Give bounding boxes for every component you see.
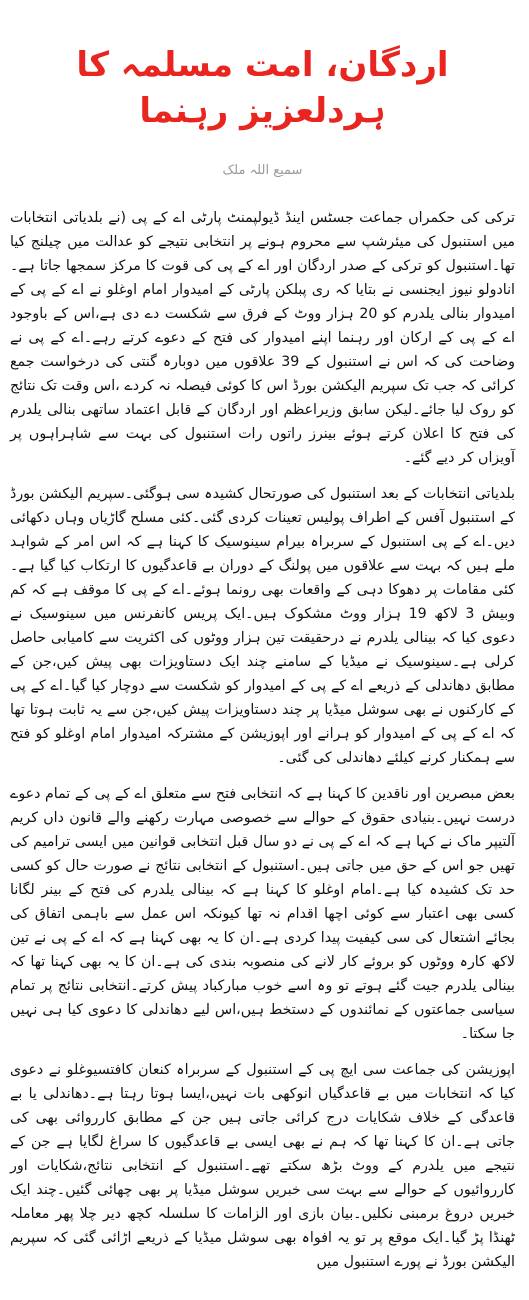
article-paragraph: بلدیاتی انتخابات کے بعد استنبول کی صورتحال کشیدہ سی ہوگئی۔سپریم الیکشن بورڈ کے استنبول آفس کے اطراف پولیس تعینات کردی گئی۔کئی مسلح گاڑیاں وہاں دکھائی دیں۔اے کے پی استنبول کے سربراہ بیرام سینوسیک کا کہنا ہے کہ اس امر کے شواہد ملے ہیں کہ بہت سے علاقوں میں پولنگ کے دوران بے قاعدگیوں کا ارتکاب کیا گیا ہے۔کئی مقامات پر دھوکا دہی کے واقعات بھی رونما ہوئے۔اے کے پی کا موقف ہے کہ کم وبیش 3 لاکھ 19 ہزار ووٹ مشکوک ہیں۔ایک پریس کانفرنس میں سینوسیک نے دعوی کیا کہ بینالی یلدرم نے درحقیقت تین ہزار ووٹوں کی اکثریت سے کامیابی حاصل کرلی ہے۔سینوسیک نے میڈیا کے سامنے چند ایک دستاویزات بھی پیش کیں،جن کے مطابق دھاندلی کے ذریعے اے کے پی کے امیدوار کو شکست سے دوچار کیا گیا۔اے کے پی کے کارکنوں نے بھی سوشل میڈیا پر چند دستاویزات پیش کیں،جن سے یہ ثابت ہوتا تھا کہ اے کے پی کے امیدوار کو ہرانے اور اپوزیشن کے مشترکہ امیدوار امام اوغلو کو فتح سے ہمکنار کرنے کیلئے دھاندلی کی گئی۔ — [10, 486, 515, 766]
article-author: سمیع اللہ ملک — [222, 163, 303, 178]
article-paragraph: اپوزیشن کی جماعت سی ایچ پی کے استنبول کے سربراہ کنعان کافتسیوغلو نے دعوی کیا کہ انتخابات میں بے قاعدگیاں انوکھی بات نہیں،ایسا ہوتا رہتا ہے۔دھاندلی یا بے قاعدگی کے خلاف شکایات درج کرائی جاتی ہیں جن کے مطابق کارروائی بھی کی جاتی ہے۔ان کا کہنا تھا کہ ہم نے بھی ایسی بے قاعدگیوں کا سراغ لگایا ہے جن کے نتیجے میں یلدرم کے ووٹ بڑھ سکتے تھے۔استنبول کے انتخابی نتائج،شکایات اور کارروائیوں کے حوالے سے بہت سی خبریں سوشل میڈیا پر بھی چھائی گئیں۔چند ایک خبریں دروغ برمبنی نکلیں۔بیان بازی اور الزامات کا سلسلہ کچھ دیر چلا پھر معاملہ ٹھنڈا پڑ گیا۔ایک موقع پر تو یہ افواہ بھی سوشل میڈیا کے ذریعے اڑائی گئی کہ سپریم الیکشن بورڈ نے پورے استنبول میں — [10, 1062, 515, 1270]
article-body — [10, 206, 515, 1274]
article-title: اردگان، امت مسلمہ کا ہردلعزیز رہنما — [76, 45, 449, 131]
article-paragraph: بعض مبصرین اور ناقدین کا کہنا ہے کہ انتخابی فتح سے متعلق اے کے پی کے تمام دعوے درست نہیں۔بنیادی حقوق کے حوالے سے خصوصی مہارت رکھنے والے قانون داں کریم آلتیپر ماک نے کہا ہے کہ اے کے پی نے دو سال قبل انتخابی قوانین میں ایسی ترامیم کی تھیں جو اس کے حق میں جاتی ہیں۔استنبول کے انتخابی نتائج نے صورت حال کو کسی حد تک کشیدہ کیا ہے۔امام اوغلو کا کہنا ہے کہ بینالی یلدرم کی فتح کے بینر لگانا کسی بھی اعتبار سے کوئی اچھا اقدام نہ تھا کیونکہ اس عمل سے باہمی اتفاق کی بجائے اشتعال کی سی کیفیت پیدا کردی ہے۔ان کا یہ بھی کہنا ہے کہ اے کے پی نے تین لاکھ کارہ ووٹوں کو بروئے کار لانے کی منصوبہ بندی کی ہے۔ان کا یہ بھی کہنا تھا کہ بینالی یلدرم جیت گئے ہوتے تو وہ اسے خوب مبارکباد پیش کرتے۔انتخابی نتائج پر تمام سیاسی جماعتوں کے نمائندوں کے دستخط ہیں،اس لیے دھاندلی کا دعوی کیا ہی نہیں جا سکتا۔ — [10, 786, 515, 1042]
article-paragraph: ترکی کی حکمراں جماعت جسٹس اینڈ ڈیولپمنٹ پارٹی اے کے پی (نے بلدیاتی انتخابات میں استنبول کی میئرشپ سے محروم ہونے پر انتخابی نتیجے کو عدالت میں چیلنج کیا تھا۔استنبول کو ترکی کے صدر اردگان اور اے کے پی کی قوت کا مرکز سمجھا جاتا ہے۔انادولو نیوز ایجنسی نے بتایا کہ ری پبلکن پارٹی کے امیدوار امام اوغلو نے اے کے پی کے امیدوار بنالی یلدرم کو 20 ہزار ووٹ کے فرق سے شکست دے دی ہے،اس کے باوجود اے کے پی کے ارکان اور رہنما اپنے امیدوار کی فتح کے دعوے کرتے رہے۔اے کے پی نے وضاحت کی کہ اس نے استنبول کے 39 علاقوں میں دوبارہ گنتی کی درخواست جمع کرائی کہ جب تک سپریم الیکشن بورڈ اس کا کوئی فیصلہ نہ کردے ،اس وقت تک نتائج کو روک لیا جائے۔لیکن سابق وزیراعظم اور اردگان کے قابل اعتماد ساتھی بنالی یلدرم کی فتح کا اعلان کرتے ہوئے بینرز راتوں رات استنبول کی بہت سے شاہراہوں پر آویزاں کر دیے گئے۔ — [10, 210, 515, 466]
article-page — [0, 42, 529, 1300]
